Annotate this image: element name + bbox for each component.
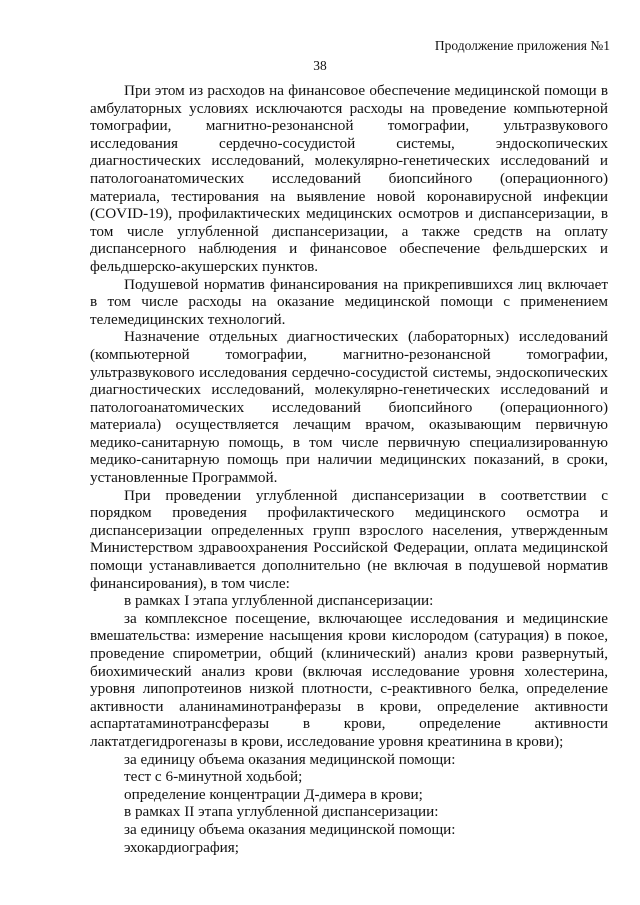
paragraph: При проведении углубленной диспансеризации в соответствии с порядком проведения профилактического медицинского осмотра и диспансеризации определенных групп взрослого населения, утвержденным Министерством здравоохранения Российской Федерации, оплата медицинской помощи устанавливается дополнительно (не включая в подушевой норматив финансирования), в том числе: bbox=[90, 486, 608, 592]
header-continuation: Продолжение приложения №1 bbox=[434, 38, 610, 53]
paragraph: При этом из расходов на финансовое обеспечение медицинской помощи в амбулаторных условиях исключаются расходы на проведение компьютерной томографии, магнитно-резонансной томографии, ультразвукового исследования сердечно-сосудистой системы, эндоскопических диагностических исследований, молекулярно-генетических исследований и патологоанатомических исследований биопсийного (операционного) материала, тестирования на выявление новой коронавирусной инфекции (COVID-19), профилактических медицинских осмотров и диспансеризации, в том числе углубленной диспансеризации, а также средств на оплату диспансерного наблюдения и финансовое обеспечение фельдшерских и фельдшерско-акушерских пунктов. bbox=[90, 82, 608, 275]
paragraph: за единицу объема оказания медицинской помощи: bbox=[124, 820, 456, 838]
document-body bbox=[90, 82, 608, 856]
paragraph: за единицу объема оказания медицинской помощи: bbox=[124, 750, 456, 768]
paragraph: в рамках I этапа углубленной диспансеризации: bbox=[124, 592, 434, 610]
paragraph: тест с 6-минутной ходьбой; bbox=[124, 768, 303, 786]
page-number: 38 bbox=[313, 58, 327, 73]
paragraph: определение концентрации Д-димера в крови; bbox=[124, 785, 423, 803]
paragraph: за комплексное посещение, включающее исследования и медицинские вмешательства: измерение насыщения крови кислородом (сатурация) в покое, проведение спирометрии, общий (клинический) анализ крови развернутый, биохимический анализ крови (включая исследование уровня холестерина, уровня липопротеинов низкой плотности, с-реактивного белка, определение активности аланинаминотранферазы в крови, определение активности аспартатаминотрансферазы в крови, определение активности лактатдегидрогеназы в крови, исследование уровня креатинина в крови); bbox=[90, 609, 608, 750]
paragraph: в рамках II этапа углубленной диспансеризации: bbox=[124, 803, 439, 821]
paragraph: Подушевой норматив финансирования на прикрепившихся лиц включает в том числе расходы на оказание медицинской помощи с применением телемедицинских технологий. bbox=[90, 275, 608, 328]
paragraph: Назначение отдельных диагностических (лабораторных) исследований (компьютерной томографии, магнитно-резонансной томографии, ультразвукового исследования сердечно-сосудистой системы, эндоскопических диагностических исследований, молекулярно-генетических исследований и патологоанатомических исследований биопсийного (операционного) материала) осуществляется лечащим врачом, оказывающим первичную медико-санитарную помощь, в том числе первичную специализированную медико-санитарную помощь при наличии медицинских показаний, в сроки, установленные Программой. bbox=[90, 328, 608, 487]
paragraph: эхокардиография; bbox=[124, 838, 240, 856]
